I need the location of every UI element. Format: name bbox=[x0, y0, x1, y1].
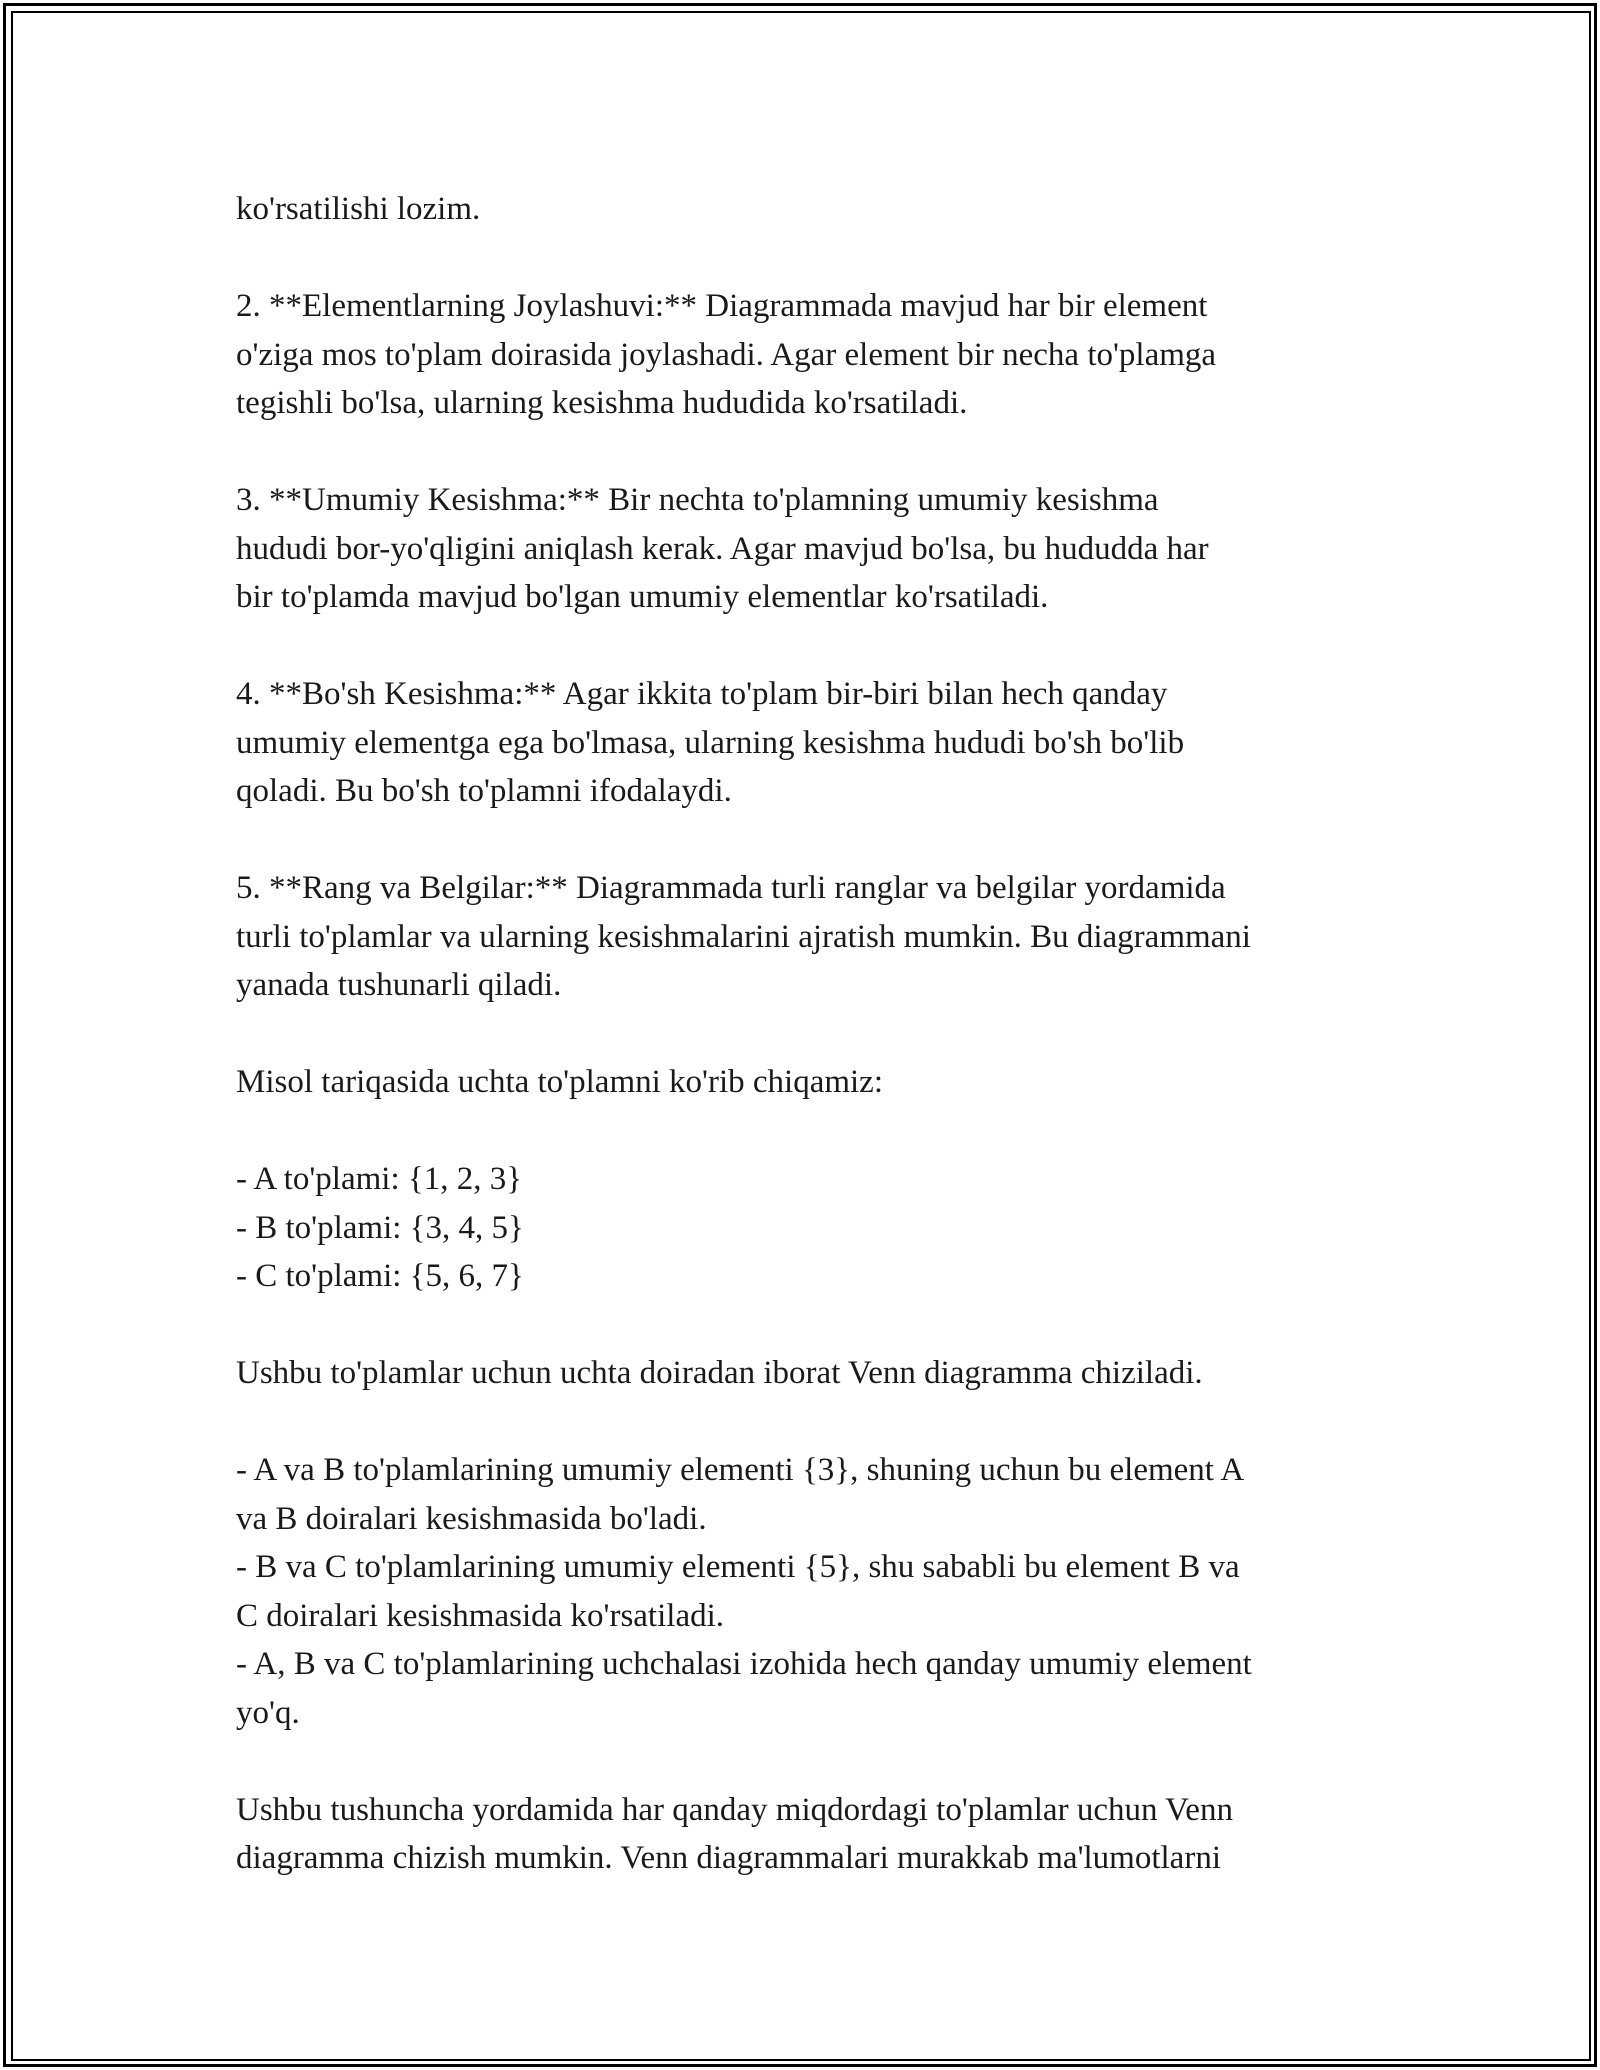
text-line: o'ziga mos to'plam doirasida joylashadi. Agar element bir necha to'plamga bbox=[236, 336, 1217, 373]
text-line: Ushbu tushuncha yordamida har qanday miqdordagi to'plamlar uchun Venn bbox=[236, 1791, 1233, 1828]
blank-line bbox=[236, 1107, 1396, 1156]
text-line: 2. **Elementlarning Joylashuvi:** Diagrammada mavjud har bir element bbox=[236, 288, 1208, 324]
blank-line bbox=[236, 1737, 1396, 1786]
blank-line bbox=[236, 1398, 1396, 1447]
text-line: - B to'plami: {3, 4, 5} bbox=[236, 1209, 524, 1246]
text-line: turli to'plamlar va ularning kesishmalarini ajratish mumkin. Bu diagrammani bbox=[236, 918, 1251, 955]
text-line: 4. **Bo'sh Kesishma:** Agar ikkita to'plam bir-biri bilan hech qanday bbox=[236, 676, 1168, 712]
blank-line bbox=[236, 622, 1396, 671]
blank-line bbox=[236, 816, 1396, 865]
text-line: tegishli bo'lsa, ularning kesishma hududida ko'rsatiladi. bbox=[236, 385, 968, 421]
text-line: Misol tariqasida uchta to'plamni ko'rib chiqamiz: bbox=[236, 1064, 883, 1100]
text-line: Ushbu to'plamlar uchun uchta doiradan iborat Venn diagramma chiziladi. bbox=[236, 1355, 1203, 1391]
text-line: qoladi. Bu bo'sh to'plamni ifodalaydi. bbox=[236, 773, 732, 809]
blank-line bbox=[236, 234, 1396, 283]
text-line: - A va B to'plamlarining umumiy elementi {3}, shuning uchun bu element A bbox=[236, 1452, 1245, 1488]
text-line: C doiralari kesishmasida ko'rsatiladi. bbox=[236, 1597, 725, 1634]
text-line: 3. **Umumiy Kesishma:** Bir nechta to'plamning umumiy kesishma bbox=[236, 482, 1159, 518]
document-body bbox=[236, 185, 1396, 1883]
text-line: diagramma chizish mumkin. Venn diagrammalari murakkab ma'lumotlarni bbox=[236, 1840, 1221, 1876]
text-line: va B doiralari kesishmasida bo'ladi. bbox=[236, 1500, 707, 1537]
text-line: 5. **Rang va Belgilar:** Diagrammada turli ranglar va belgilar yordamida bbox=[236, 870, 1226, 906]
text-line: ko'rsatilishi lozim. bbox=[236, 191, 481, 227]
text-line: yanada tushunarli qiladi. bbox=[236, 967, 562, 1003]
text-line: - B va C to'plamlarining umumiy elementi {5}, shu sababli bu element B va bbox=[236, 1549, 1240, 1585]
text-line: yo'q. bbox=[236, 1694, 300, 1731]
text-line: umumiy elementga ega bo'lmasa, ularning kesishma hududi bo'sh bo'lib bbox=[236, 724, 1185, 761]
blank-line bbox=[236, 1010, 1396, 1059]
blank-line bbox=[236, 1301, 1396, 1350]
text-line: bir to'plamda mavjud bo'lgan umumiy elementlar ko'rsatiladi. bbox=[236, 579, 1049, 615]
text-line: - A, B va C to'plamlarining uchchalasi izohida hech qanday umumiy element bbox=[236, 1646, 1252, 1682]
text-line: hududi bor-yo'qligini aniqlash kerak. Agar mavjud bo'lsa, bu hududda har bbox=[236, 530, 1209, 567]
text-line: - A to'plami: {1, 2, 3} bbox=[236, 1161, 523, 1197]
blank-line bbox=[236, 428, 1396, 477]
text-line: - C to'plami: {5, 6, 7} bbox=[236, 1258, 524, 1294]
